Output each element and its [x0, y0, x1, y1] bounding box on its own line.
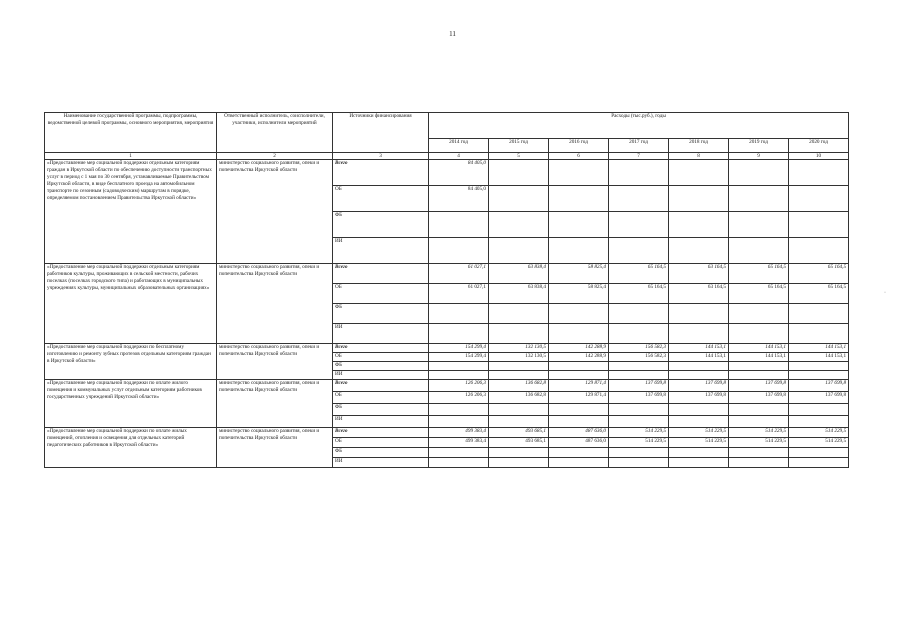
funding-source: ФБ	[333, 448, 429, 458]
expense-value	[489, 160, 549, 186]
expense-value	[789, 212, 849, 238]
measure-name: «Предоставление мер социальной поддержки по оплате жилого помещения и коммунальных услуг отдельным категориям работников государственных учреждений Иркутской области»	[45, 380, 217, 428]
expense-value: 514 229,5	[609, 438, 669, 448]
measure-name: «Предоставление мер социальной поддержки отдельным категориям работников культуры, проживающих в сельской местности, рабочих поселках (поселках городского типа) и работающих в муниципальных учреждениях культуры, муниципальных образовательных организациях»	[45, 264, 217, 344]
expense-value: 156 582,3	[609, 353, 669, 362]
expense-value	[729, 371, 789, 380]
executor: министерство социального развития, опеки и попечительства Иркутской области	[217, 428, 333, 468]
expense-value	[729, 448, 789, 458]
table-row	[45, 264, 849, 284]
expense-value	[429, 404, 489, 416]
expense-value: 514 229,5	[669, 428, 729, 438]
measure-name: «Предоставление мер социальной поддержки отдельным категориям граждан в Иркутской области по обеспечению доступности транспортных услуг в период с 1 мая по 30 сентября, устанавливаемые Правительством Иркутской области, в виде бесплатного проезда на автомобильном транспорте по сезонным (садоводческим) маршрутам в порядке, определяемом постановлением Правительства Иркутской области»	[45, 160, 217, 264]
expense-value: 142 288,9	[549, 344, 609, 353]
expense-value	[549, 212, 609, 238]
column-number: 9	[729, 153, 789, 160]
expense-value	[669, 416, 729, 428]
expense-value	[669, 304, 729, 324]
expense-value: 137 699,8	[729, 380, 789, 392]
expense-value: 65 164,5	[609, 284, 669, 304]
funding-source: ОБ	[333, 284, 429, 304]
expense-value	[669, 324, 729, 344]
expense-value	[489, 448, 549, 458]
expense-value: 137 699,8	[669, 392, 729, 404]
expense-value: 487 636,0	[549, 428, 609, 438]
header-expenses: Расходы (тыс.руб.), годы	[429, 113, 849, 139]
funding-source: ИИ	[333, 371, 429, 380]
table-row	[45, 160, 849, 186]
header-year: 2015 год	[489, 139, 549, 153]
expense-value: 144 153,1	[729, 353, 789, 362]
expense-value	[669, 404, 729, 416]
page-number: 11	[449, 30, 456, 38]
measure-name: «Предоставление мер социальной поддержки по бесплатному изготовлению и ремонту зубных протезов отдельным категориям граждан в Иркутской области»	[45, 344, 217, 380]
header-year: 2014 год	[429, 139, 489, 153]
expense-value: 137 699,8	[729, 392, 789, 404]
expense-value	[429, 324, 489, 344]
expense-value	[549, 458, 609, 468]
expense-value: 65 164,5	[609, 264, 669, 284]
expense-value	[789, 416, 849, 428]
expense-value: 61 027,1	[429, 284, 489, 304]
expense-value: 84 405,0	[429, 160, 489, 186]
expense-value	[789, 404, 849, 416]
expense-value	[489, 404, 549, 416]
expense-value	[609, 448, 669, 458]
expense-value	[609, 324, 669, 344]
funding-source: ФБ	[333, 404, 429, 416]
header-executor: Ответственный исполнитель, соисполнители, участники, исполнители мероприятий	[217, 113, 333, 153]
column-number: 1	[45, 153, 217, 160]
funding-source: ОБ	[333, 392, 429, 404]
expense-value	[729, 324, 789, 344]
expense-value	[609, 160, 669, 186]
expense-value: 154 299,4	[429, 344, 489, 353]
expense-value: 136 682,8	[489, 392, 549, 404]
column-number: 6	[549, 153, 609, 160]
expense-value	[429, 362, 489, 371]
expense-value: 126 206,3	[429, 380, 489, 392]
expense-value	[489, 238, 549, 264]
margin-mark: ·	[884, 290, 886, 296]
expense-value: 137 699,8	[609, 380, 669, 392]
expense-value: 154 299,4	[429, 353, 489, 362]
header-name: Наименование государственной программы, подпрограммы, ведомственной целевой программы, основного мероприятия, мероприятия	[45, 113, 217, 153]
expense-value	[489, 304, 549, 324]
expense-value: 137 699,8	[609, 392, 669, 404]
expense-value	[429, 416, 489, 428]
expense-value	[789, 371, 849, 380]
expense-value: 84 405,0	[429, 186, 489, 212]
expense-value	[429, 448, 489, 458]
expense-value: 144 153,1	[669, 344, 729, 353]
funding-source: ИИ	[333, 416, 429, 428]
expenses-table	[44, 112, 849, 468]
expense-value: 65 164,5	[729, 284, 789, 304]
expense-value	[489, 458, 549, 468]
expense-value: 156 582,3	[609, 344, 669, 353]
expense-value	[789, 160, 849, 186]
expense-value: 65 164,5	[789, 264, 849, 284]
expense-value: 137 699,8	[789, 392, 849, 404]
expense-value	[729, 404, 789, 416]
expense-value	[609, 362, 669, 371]
expense-value: 514 229,5	[789, 428, 849, 438]
expense-value	[609, 304, 669, 324]
expense-value	[729, 238, 789, 264]
expense-value: 144 153,1	[669, 353, 729, 362]
expense-value: 493 685,1	[489, 438, 549, 448]
table-row	[45, 428, 849, 438]
funding-source: ИИ	[333, 324, 429, 344]
funding-source: ИИ	[333, 458, 429, 468]
expense-value: 487 636,0	[549, 438, 609, 448]
header-year: 2020 год	[789, 139, 849, 153]
expense-value	[669, 238, 729, 264]
expense-value	[549, 324, 609, 344]
expense-value: 137 699,8	[789, 380, 849, 392]
expense-value: 63 838,4	[489, 284, 549, 304]
expense-value	[609, 186, 669, 212]
expense-value: 144 153,1	[729, 344, 789, 353]
expense-value	[789, 362, 849, 371]
expense-value	[669, 212, 729, 238]
expense-value: 61 027,1	[429, 264, 489, 284]
expense-value	[729, 160, 789, 186]
expense-value: 144 153,1	[789, 344, 849, 353]
column-number: 2	[217, 153, 333, 160]
expense-value: 514 229,5	[609, 428, 669, 438]
expense-value	[789, 458, 849, 468]
expense-value: 65 164,5	[729, 264, 789, 284]
expense-value	[609, 458, 669, 468]
table-row	[45, 380, 849, 392]
column-number: 3	[333, 153, 429, 160]
expense-value	[729, 212, 789, 238]
expense-value	[669, 186, 729, 212]
funding-source: Всего	[333, 344, 429, 353]
expense-value	[429, 458, 489, 468]
expense-value	[549, 404, 609, 416]
funding-source: ИИ	[333, 238, 429, 264]
measure-name: «Предоставление мер социальной поддержки по оплате жилых помещений, отопления и освещения для отдельных категорий педагогических работников в Иркутской области»	[45, 428, 217, 468]
expense-value	[729, 458, 789, 468]
expense-value	[429, 212, 489, 238]
expense-value	[669, 458, 729, 468]
header-year: 2016 год	[549, 139, 609, 153]
expense-value: 499 383,4	[429, 428, 489, 438]
executor: министерство социального развития, опеки и попечительства Иркутской области	[217, 264, 333, 344]
expense-value: 132 130,5	[489, 344, 549, 353]
column-number: 4	[429, 153, 489, 160]
funding-source: Всего	[333, 160, 429, 186]
expense-value: 58 825,4	[549, 264, 609, 284]
expense-value	[669, 448, 729, 458]
funding-source: Всего	[333, 380, 429, 392]
executor: министерство социального развития, опеки и попечительства Иркутской области	[217, 344, 333, 380]
expense-value: 499 383,4	[429, 438, 489, 448]
expense-value: 65 164,5	[789, 284, 849, 304]
funding-source: Всего	[333, 264, 429, 284]
expense-value	[549, 416, 609, 428]
executor: министерство социального развития, опеки и попечительства Иркутской области	[217, 380, 333, 428]
header-year: 2019 год	[729, 139, 789, 153]
expense-value	[549, 238, 609, 264]
executor: министерство социального развития, опеки и попечительства Иркутской области	[217, 160, 333, 264]
expense-value	[609, 404, 669, 416]
expense-value: 129 871,4	[549, 392, 609, 404]
expense-value	[489, 186, 549, 212]
column-number: 5	[489, 153, 549, 160]
header-source: Источники финансирования	[333, 113, 429, 153]
expense-value	[729, 362, 789, 371]
expense-value	[489, 362, 549, 371]
expense-value	[729, 416, 789, 428]
expense-value: 514 229,5	[669, 438, 729, 448]
funding-source: ОБ	[333, 353, 429, 362]
funding-source: ФБ	[333, 212, 429, 238]
funding-source: ФБ	[333, 362, 429, 371]
expense-value: 137 699,8	[669, 380, 729, 392]
expense-value	[549, 160, 609, 186]
funding-source: ОБ	[333, 186, 429, 212]
expense-value	[669, 160, 729, 186]
funding-source: ФБ	[333, 304, 429, 324]
header-year: 2017 год	[609, 139, 669, 153]
expense-value	[549, 371, 609, 380]
expense-value	[549, 304, 609, 324]
funding-source: Всего	[333, 428, 429, 438]
expense-value	[609, 371, 669, 380]
expense-value	[549, 448, 609, 458]
column-number: 7	[609, 153, 669, 160]
expense-value	[609, 238, 669, 264]
expense-value	[609, 212, 669, 238]
expense-value: 142 288,9	[549, 353, 609, 362]
expense-value	[669, 362, 729, 371]
expense-value	[489, 324, 549, 344]
expense-value: 63 164,5	[669, 284, 729, 304]
column-number: 8	[669, 153, 729, 160]
expense-value: 144 153,1	[789, 353, 849, 362]
expense-value: 493 685,1	[489, 428, 549, 438]
expense-value: 514 229,5	[729, 428, 789, 438]
expense-value	[729, 304, 789, 324]
expense-value	[669, 371, 729, 380]
expense-value: 126 206,3	[429, 392, 489, 404]
column-number: 10	[789, 153, 849, 160]
expense-value	[789, 186, 849, 212]
expense-value	[429, 304, 489, 324]
expense-value	[489, 416, 549, 428]
header-year: 2018 год	[669, 139, 729, 153]
expense-value	[549, 362, 609, 371]
expense-value: 136 682,8	[489, 380, 549, 392]
expense-value: 63 164,5	[669, 264, 729, 284]
expense-value	[549, 186, 609, 212]
funding-source: ОБ	[333, 438, 429, 448]
expense-value	[429, 238, 489, 264]
expense-value	[789, 448, 849, 458]
expense-value: 63 838,4	[489, 264, 549, 284]
expense-value	[429, 371, 489, 380]
expense-value: 132 130,5	[489, 353, 549, 362]
table-row	[45, 344, 849, 353]
expense-value: 129 871,4	[549, 380, 609, 392]
expense-value	[789, 324, 849, 344]
expense-value	[489, 212, 549, 238]
expense-value: 58 825,4	[549, 284, 609, 304]
expense-value: 514 229,5	[729, 438, 789, 448]
expense-value	[789, 238, 849, 264]
expense-value	[489, 371, 549, 380]
expense-value: 514 229,5	[789, 438, 849, 448]
expense-value	[729, 186, 789, 212]
expense-value	[609, 416, 669, 428]
expense-value	[789, 304, 849, 324]
